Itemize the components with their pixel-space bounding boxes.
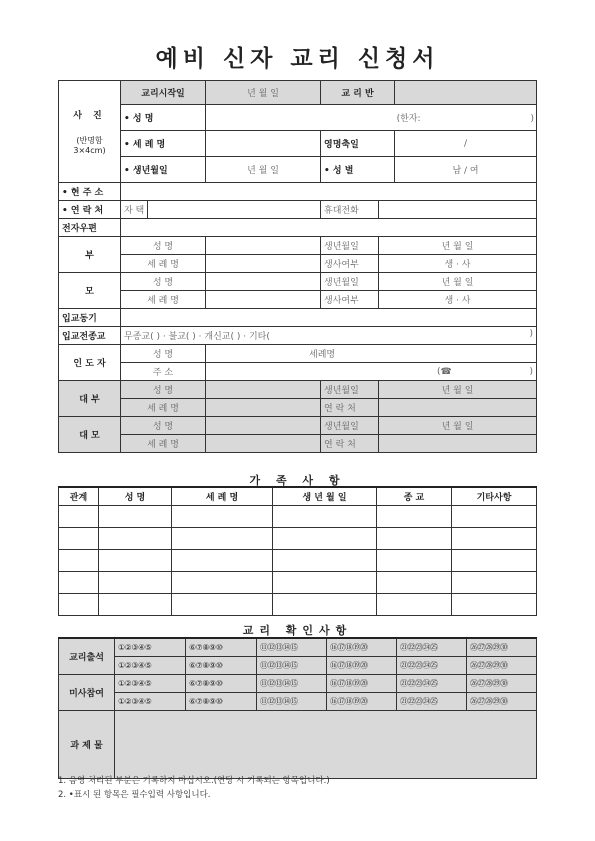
family-heading: 가 족 사 항 xyxy=(249,474,346,487)
guide-address-label: 주 소 xyxy=(121,363,206,381)
start-date-value: 년 월 일 xyxy=(206,81,321,105)
godmother-name-field[interactable] xyxy=(206,417,321,435)
photo-label: 사 진 xyxy=(73,111,106,121)
gender-field[interactable]: 남 / 여 xyxy=(395,157,537,183)
attendance-26-30[interactable]: ㉖㉗㉘㉙㉚ xyxy=(467,638,537,657)
family-row[interactable] xyxy=(59,594,537,616)
father-birth-field[interactable]: 년 월 일 xyxy=(379,237,537,255)
email-field[interactable] xyxy=(121,219,537,237)
mass-1-5[interactable]: ①②③④⑤ xyxy=(115,675,186,693)
mass-21-25[interactable]: ㉑㉒㉓㉔㉕ xyxy=(397,693,467,711)
feast-label: 영명축일 xyxy=(321,131,395,157)
guide-name-label: 성 명 xyxy=(121,345,206,363)
prev-religion-field[interactable]: 무종교( ) · 불교( ) · 개신교( ) · 기타( ) xyxy=(121,327,537,345)
note-2: 2. •표시 된 항목은 필수입력 사항입니다. xyxy=(58,790,211,800)
mass-6-10[interactable]: ⑥⑦⑧⑨⑩ xyxy=(186,675,257,693)
family-col-other: 기타사항 xyxy=(452,487,537,506)
baptism-field[interactable] xyxy=(206,131,321,157)
attendance-16-20[interactable]: ⑯⑰⑱⑲⑳ xyxy=(327,638,397,657)
mass-16-20[interactable]: ⑯⑰⑱⑲⑳ xyxy=(327,693,397,711)
father-baptism-label: 세 례 명 xyxy=(121,255,206,273)
mother-birth-label: 생년월일 xyxy=(321,273,379,291)
start-date-label: 교리시작일 xyxy=(121,81,206,105)
mass-11-15[interactable]: ⑪⑫⑬⑭⑮ xyxy=(257,675,327,693)
family-row[interactable] xyxy=(59,550,537,572)
father-baptism-field[interactable] xyxy=(206,255,321,273)
godmother-contact-label: 연 락 처 xyxy=(321,435,379,453)
mother-baptism-label: 세 례 명 xyxy=(121,291,206,309)
godfather-label: 대 부 xyxy=(59,381,121,417)
photo-box xyxy=(59,81,121,183)
mother-baptism-field[interactable] xyxy=(206,291,321,309)
mass-21-25[interactable]: ㉑㉒㉓㉔㉕ xyxy=(397,675,467,693)
family-col-relation: 관계 xyxy=(59,487,99,506)
mobile-field[interactable] xyxy=(379,201,537,219)
name-field[interactable]: (한자: ) xyxy=(206,105,537,131)
application-form xyxy=(58,80,537,453)
godfather-baptism-label: 세 례 명 xyxy=(121,399,206,417)
godmother-name-label: 성 명 xyxy=(121,417,206,435)
attendance-1-5[interactable]: ①②③④⑤ xyxy=(115,638,186,657)
birth-label: • 생년월일 xyxy=(121,157,206,183)
mother-alive-label: 생사여부 xyxy=(321,291,379,309)
mass-26-30[interactable]: ㉖㉗㉘㉙㉚ xyxy=(467,693,537,711)
family-row[interactable] xyxy=(59,572,537,594)
godmother-birth-field[interactable]: 년 월 일 xyxy=(379,417,537,435)
home-label: 자 택 xyxy=(121,201,148,219)
family-col-baptism: 세 례 명 xyxy=(172,487,273,506)
father-birth-label: 생년월일 xyxy=(321,237,379,255)
attendance-label: 교리출석 xyxy=(59,638,115,675)
guide-label: 인 도 자 xyxy=(59,345,121,381)
godmother-baptism-field[interactable] xyxy=(206,435,321,453)
baptism-label: • 세 례 명 xyxy=(121,131,206,157)
email-label: 전자우편 xyxy=(59,219,121,237)
father-alive-field[interactable]: 생 · 사 xyxy=(379,255,537,273)
attendance-1-5[interactable]: ①②③④⑤ xyxy=(115,657,186,675)
mother-birth-field[interactable]: 년 월 일 xyxy=(379,273,537,291)
guide-address-field[interactable]: (☎ ) xyxy=(206,363,537,381)
family-row[interactable] xyxy=(59,528,537,550)
attendance-11-15[interactable]: ⑪⑫⑬⑭⑮ xyxy=(257,657,327,675)
birth-field[interactable]: 년 월 일 xyxy=(206,157,321,183)
family-col-name: 성 명 xyxy=(99,487,172,506)
motive-label: 입교동기 xyxy=(59,309,121,327)
attendance-26-30[interactable]: ㉖㉗㉘㉙㉚ xyxy=(467,657,537,675)
gender-label: • 성 별 xyxy=(321,157,395,183)
godmother-contact-field[interactable] xyxy=(379,435,537,453)
homework-field[interactable] xyxy=(115,711,537,779)
attendance-16-20[interactable]: ⑯⑰⑱⑲⑳ xyxy=(327,657,397,675)
godfather-name-field[interactable] xyxy=(206,381,321,399)
check-table xyxy=(58,637,537,779)
mobile-label: 휴대전화 xyxy=(321,201,379,219)
mother-name-label: 성 명 xyxy=(121,273,206,291)
address-label: • 현 주 소 xyxy=(59,183,121,201)
attendance-21-25[interactable]: ㉑㉒㉓㉔㉕ xyxy=(397,657,467,675)
mass-label: 미사참여 xyxy=(59,675,115,711)
mass-11-15[interactable]: ⑪⑫⑬⑭⑮ xyxy=(257,693,327,711)
name-label: • 성 명 xyxy=(121,105,206,131)
godfather-contact-field[interactable] xyxy=(379,399,537,417)
home-field[interactable] xyxy=(148,201,321,219)
godfather-name-label: 성 명 xyxy=(121,381,206,399)
attendance-6-10[interactable]: ⑥⑦⑧⑨⑩ xyxy=(186,638,257,657)
mass-26-30[interactable]: ㉖㉗㉘㉙㉚ xyxy=(467,675,537,693)
homework-label: 과 제 물 xyxy=(59,711,115,779)
attendance-11-15[interactable]: ⑪⑫⑬⑭⑮ xyxy=(257,638,327,657)
motive-field[interactable] xyxy=(121,309,537,327)
class-label: 교 리 반 xyxy=(321,81,395,105)
guide-name-field[interactable]: 세례명 xyxy=(206,345,537,363)
mother-alive-field[interactable]: 생 · 사 xyxy=(379,291,537,309)
address-field[interactable] xyxy=(121,183,537,201)
godmother-label: 대 모 xyxy=(59,417,121,453)
photo-size: (반명함 3×4cm) xyxy=(73,136,106,155)
family-col-religion: 종 교 xyxy=(377,487,452,506)
mass-6-10[interactable]: ⑥⑦⑧⑨⑩ xyxy=(186,693,257,711)
mother-name-field[interactable] xyxy=(206,273,321,291)
page-title: 예비 신자 교리 신청서 xyxy=(155,45,440,72)
godfather-contact-label: 연 락 처 xyxy=(321,399,379,417)
godmother-baptism-label: 세 례 명 xyxy=(121,435,206,453)
mass-16-20[interactable]: ⑯⑰⑱⑲⑳ xyxy=(327,675,397,693)
prev-religion-label: 입교전종교 xyxy=(59,327,121,345)
family-col-birth: 생 년 월 일 xyxy=(273,487,377,506)
godfather-baptism-field[interactable] xyxy=(206,399,321,417)
class-value[interactable] xyxy=(395,81,537,105)
father-alive-label: 생사여부 xyxy=(321,255,379,273)
godfather-birth-field[interactable]: 년 월 일 xyxy=(379,381,537,399)
check-heading: 교리 확인사항 xyxy=(242,624,353,637)
mass-1-5[interactable]: ①②③④⑤ xyxy=(115,693,186,711)
contact-label: • 연 락 처 xyxy=(59,201,121,219)
father-label: 부 xyxy=(59,237,121,273)
note-1: 1. 음영 처리된 부분은 기록하지 마십시오.(연당 시 기록되는 항목입니다.) xyxy=(58,776,330,786)
feast-field[interactable]: / xyxy=(395,131,537,157)
mother-label: 모 xyxy=(59,273,121,309)
family-row[interactable] xyxy=(59,506,537,528)
godmother-birth-label: 생년월일 xyxy=(321,417,379,435)
attendance-6-10[interactable]: ⑥⑦⑧⑨⑩ xyxy=(186,657,257,675)
father-name-label: 성 명 xyxy=(121,237,206,255)
father-name-field[interactable] xyxy=(206,237,321,255)
attendance-21-25[interactable]: ㉑㉒㉓㉔㉕ xyxy=(397,638,467,657)
family-table xyxy=(58,486,537,616)
godfather-birth-label: 생년월일 xyxy=(321,381,379,399)
